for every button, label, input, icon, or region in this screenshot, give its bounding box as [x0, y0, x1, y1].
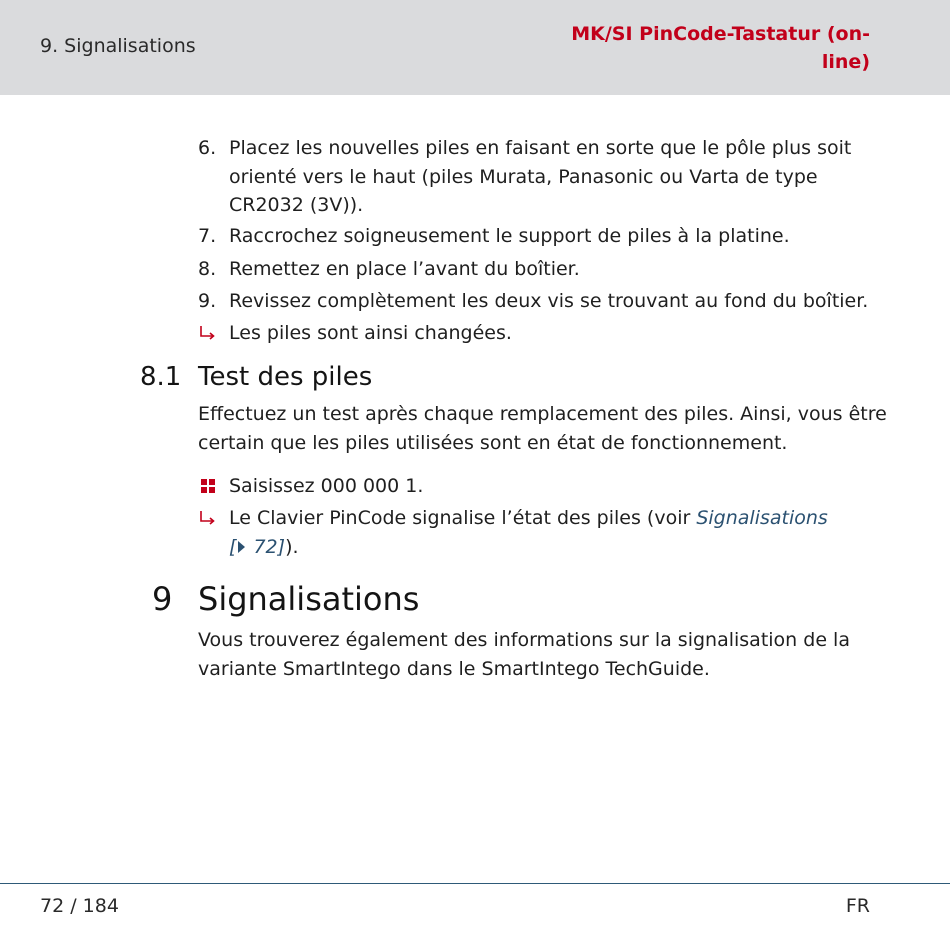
step-text: Revissez complètement les deux vis se trouvant au fond du boîtier. [229, 290, 869, 312]
result-text [229, 504, 878, 561]
list-item-step-8 [198, 255, 878, 284]
chapter-number: 9 [152, 580, 173, 618]
step-text: Raccrochez soigneusement le support de piles à la platine. [229, 225, 790, 247]
footer-divider [0, 883, 950, 884]
step-number: 7. [198, 225, 217, 247]
result-item-link [198, 504, 878, 561]
signalisations-link[interactable]: Signalisations [696, 507, 828, 529]
step-number: 8. [198, 258, 217, 280]
header-product-line1: MK/SI PinCode-Tastatur (on- [571, 23, 870, 45]
list-item-step-9 [198, 287, 878, 316]
result-arrow-icon [198, 319, 218, 347]
result-item [198, 319, 878, 348]
header-product-line2: line) [821, 51, 870, 73]
action-text: Saisissez 000 000 1. [229, 475, 424, 497]
page-header [0, 0, 950, 95]
page-number: 72 / 184 [40, 895, 119, 917]
list-item-step-7 [198, 222, 878, 251]
step-text: Remettez en place l’avant du boîtier. [229, 258, 580, 280]
step-number: 9. [198, 290, 217, 312]
action-item [198, 472, 878, 501]
link-triangle-icon [237, 540, 246, 554]
chapter-body: Vous trouverez également des informations sur la signalisation de la variante SmartIntego dans le SmartIntego TechGuide. [198, 629, 850, 680]
section-number: 8.1 [140, 362, 182, 392]
language-code: FR [845, 895, 870, 917]
header-product-title [550, 20, 870, 76]
action-grid-icon [201, 479, 215, 493]
header-section-title: 9. Signalisations [40, 35, 196, 57]
result-text: Les piles sont ainsi changées. [229, 322, 512, 344]
result-prefix: Le Clavier PinCode signalise l’état des piles (voir [229, 507, 697, 529]
result-arrow-icon [198, 504, 218, 532]
page-ref-link[interactable]: [ 72] [229, 535, 286, 558]
list-item-step-6 [198, 134, 878, 220]
step-number: 6. [198, 137, 217, 159]
section-title: Test des piles [198, 362, 373, 392]
result-suffix: ). [285, 535, 299, 558]
section-intro: Effectuez un test après chaque remplacement des piles. Ainsi, vous être certain que les piles utilisées sont en état de fonctionnement. [198, 403, 887, 454]
step-text: Placez les nouvelles piles en faisant en sorte que le pôle plus soit orienté vers le haut (piles Murata, Panasonic ou Varta de type CR2032 (3V)). [229, 137, 852, 216]
chapter-title: Signalisations [198, 580, 420, 618]
